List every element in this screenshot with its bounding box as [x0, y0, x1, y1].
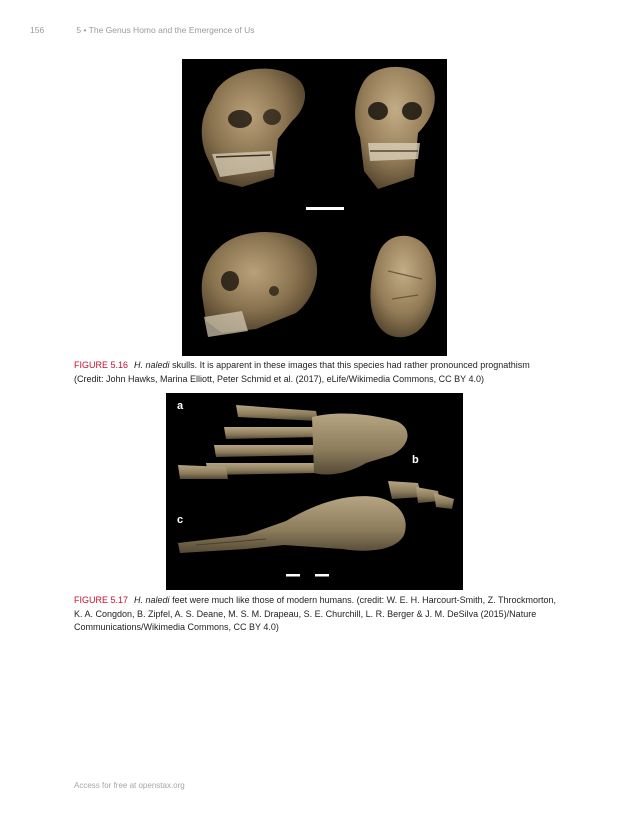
foot-b [388, 481, 454, 509]
page-header [30, 25, 255, 35]
chapter-title: 5 • The Genus Homo and the Emergence of Us [76, 25, 255, 35]
figure-5-17-caption [74, 594, 560, 635]
figure-5-16-caption [74, 359, 560, 386]
skull-lateral-view [202, 232, 317, 337]
feet-illustration [166, 393, 463, 590]
feet-photo [166, 393, 463, 590]
caption-text: feet were much like those of modern humans. (credit: W. E. H. Harcourt-Smith, Z. Throckmorton, K. A. Congdon, B. Zipfel, A. S. Deane, M. S. M. Drapeau, S. E. Churchill, L. R. Berger & J. M. DeSilva (2015)/Nature Communications/Wikimedia Commons, CC BY 4.0) [74, 595, 557, 632]
species-name: H. naledi [134, 595, 170, 605]
page-footer: Access for free at openstax.org [74, 781, 185, 790]
scale-bar-2 [315, 574, 329, 577]
figure-number: FIGURE 5.17 [74, 595, 129, 605]
foot-a [178, 405, 408, 479]
skull-oblique-view [202, 69, 305, 187]
panel-label-c: c [177, 514, 184, 526]
panel-label-a: a [177, 400, 184, 412]
foot-c [178, 496, 406, 553]
skulls-photo [182, 59, 447, 356]
caption-text: skulls. It is apparent in these images that this species had rather pronounced prognathism (Credit: John Hawks, Marina Elliott, Peter Schmid et al. (2017), eLife/Wikimedia Commons, CC BY 4.0) [74, 360, 530, 384]
page-number: 156 [30, 25, 45, 35]
skull-rear-view [370, 236, 436, 338]
species-name: H. naledi [134, 360, 170, 370]
skull-frontal-view [355, 67, 435, 189]
figure-number: FIGURE 5.16 [74, 360, 129, 370]
panel-label-b: b [412, 454, 419, 466]
scale-bar [306, 207, 344, 210]
scale-bar-1 [286, 574, 300, 577]
skulls-illustration [182, 59, 447, 356]
